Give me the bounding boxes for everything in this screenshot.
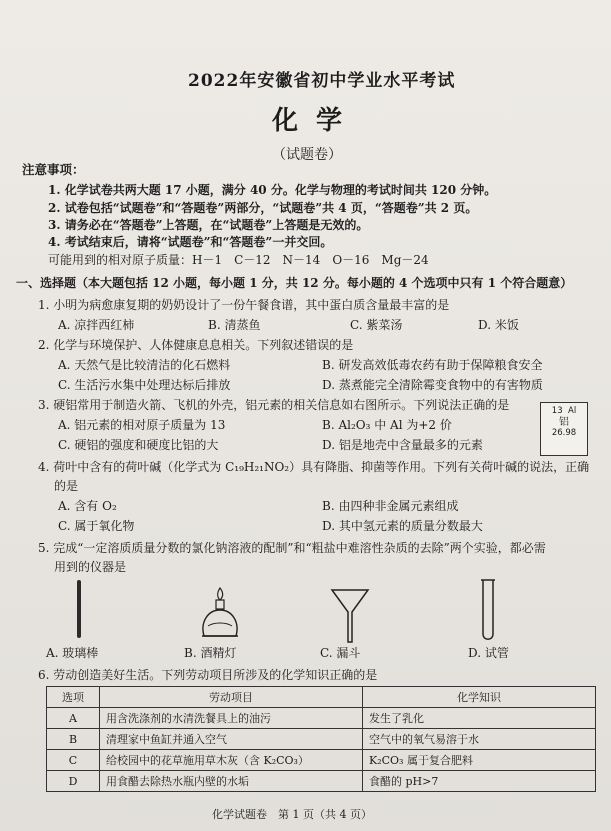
q5-option-d: D. 试管 xyxy=(468,646,509,660)
question-6-stem: 6. 劳动创造美好生活。下列劳动项目所涉及的化学知识正确的是 xyxy=(38,668,378,682)
q3-option-b: B. Al₂O₃ 中 Al 为+2 价 xyxy=(322,418,452,432)
table-cell: 用食醋去除热水瓶内壁的水垢 xyxy=(100,771,363,792)
q4-option-b: B. 由四种非金属元素组成 xyxy=(322,499,459,513)
table-cell: C xyxy=(47,750,100,771)
question-4-stem-cont: 的是 xyxy=(54,479,79,493)
subject-title: 化学 xyxy=(272,106,361,136)
note-item: 1. 化学试卷共两大题 17 小题，满分 40 分。化学与物理的考试时间共 120 分钟。 xyxy=(48,183,497,197)
column-header: 劳动项目 xyxy=(100,687,363,708)
section-heading: 一、选择题（本大题包括 12 小题，每小题 1 分，共 12 分。每小题的 4 个选项中只有 1 个符合题意） xyxy=(16,276,573,290)
atomic-mass: 26.98 xyxy=(551,428,577,438)
q5-option-c: C. 漏斗 xyxy=(320,646,361,660)
q1-option-d: D. 米饭 xyxy=(478,318,519,332)
table-row xyxy=(47,729,596,750)
element-name: 铝 xyxy=(559,417,569,428)
q5-option-a: A. 玻璃棒 xyxy=(46,646,99,660)
table-cell: D xyxy=(47,771,100,792)
column-header: 化学知识 xyxy=(363,687,596,708)
table-cell: K₂CO₃ 属于复合肥料 xyxy=(363,750,596,771)
paper-type: （试题卷） xyxy=(272,147,342,163)
element-symbol: Al xyxy=(568,406,577,416)
exam-title: 2022年安徽省初中学业水平考试 xyxy=(188,71,456,91)
page-footer: 化学试题卷 第 1 页（共 4 页） xyxy=(212,808,372,821)
funnel-icon xyxy=(328,586,372,644)
atomic-number: 13 xyxy=(551,406,563,416)
alcohol-lamp-icon xyxy=(196,586,246,640)
q4-option-c: C. 属于氧化物 xyxy=(58,519,135,533)
test-tube-icon xyxy=(474,578,502,644)
question-2-stem: 2. 化学与环境保护、人体健康息息相关。下列叙述错误的是 xyxy=(38,338,354,352)
q1-option-b: B. 清蒸鱼 xyxy=(208,318,261,332)
q6-table xyxy=(46,686,596,792)
table-cell: 用含洗涤剂的水清洗餐具上的油污 xyxy=(100,708,363,729)
q1-option-c: C. 紫菜汤 xyxy=(350,318,403,332)
table-cell: 发生了乳化 xyxy=(363,708,596,729)
question-3-stem: 3. 硬铝常用于制造火箭、飞机的外壳，铝元素的相关信息如右图所示。下列说法正确的是 xyxy=(38,398,510,412)
question-5-stem: 5. 完成“一定溶质质量分数的氯化钠溶液的配制”和“粗盐中难溶性杂质的去除”两个实验，都必需 xyxy=(38,541,546,555)
table-cell: 食醋的 pH>7 xyxy=(363,771,596,792)
q2-option-b: B. 研发高效低毒农药有助于保障粮食安全 xyxy=(322,358,543,372)
notes-heading: 注意事项： xyxy=(22,162,85,177)
table-cell: B xyxy=(47,729,100,750)
table-row xyxy=(47,750,596,771)
table-cell: 清理家中鱼缸并通入空气 xyxy=(100,729,363,750)
table-header-row xyxy=(47,687,596,708)
question-1-stem: 1. 小明为病愈康复期的奶奶设计了一份午餐食谱，其中蛋白质含量最丰富的是 xyxy=(38,298,450,312)
q4-option-a: A. 含有 O₂ xyxy=(58,499,117,513)
glass-rod-icon xyxy=(60,578,100,640)
table-row xyxy=(47,771,596,792)
question-4-stem: 4. 荷叶中含有的荷叶碱（化学式为 C₁₉H₂₁NO₂）具有降脂、抑菌等作用。下列有关荷叶碱的说法，正确 xyxy=(38,460,590,474)
question-5-stem-cont: 用到的仪器是 xyxy=(54,560,127,574)
q2-option-d: D. 蒸煮能完全清除霉变食物中的有害物质 xyxy=(322,378,543,392)
table-cell: 空气中的氧气易溶于水 xyxy=(363,729,596,750)
aluminum-element-card xyxy=(540,402,588,456)
column-header: 选项 xyxy=(47,687,100,708)
q3-option-a: A. 铝元素的相对原子质量为 13 xyxy=(58,418,226,432)
q1-option-a: A. 凉拌西红柿 xyxy=(58,318,135,332)
table-cell: 给校园中的花草施用草木灰（含 K₂CO₃） xyxy=(100,750,363,771)
q2-option-a: A. 天然气是比较清洁的化石燃料 xyxy=(58,358,231,372)
q3-option-c: C. 硬铝的强度和硬度比铝的大 xyxy=(58,438,219,452)
atomic-masses: 可能用到的相对原子质量：H－1 C－12 N－14 O－16 Mg－24 xyxy=(48,253,429,267)
table-row xyxy=(47,708,596,729)
note-item: 3. 请务必在“答题卷”上答题，在“试题卷”上答题是无效的。 xyxy=(48,218,369,232)
q5-option-b: B. 酒精灯 xyxy=(184,646,237,660)
q4-option-d: D. 其中氢元素的质量分数最大 xyxy=(322,519,483,533)
q2-option-c: C. 生活污水集中处理达标后排放 xyxy=(58,378,231,392)
note-item: 2. 试卷包括“试题卷”和“答题卷”两部分，“试题卷”共 4 页，“答题卷”共 2 页。 xyxy=(48,201,478,215)
table-cell: A xyxy=(47,708,100,729)
note-item: 4. 考试结束后，请将“试题卷”和“答题卷”一并交回。 xyxy=(48,235,333,249)
q3-option-d: D. 铝是地壳中含量最多的元素 xyxy=(322,438,483,452)
